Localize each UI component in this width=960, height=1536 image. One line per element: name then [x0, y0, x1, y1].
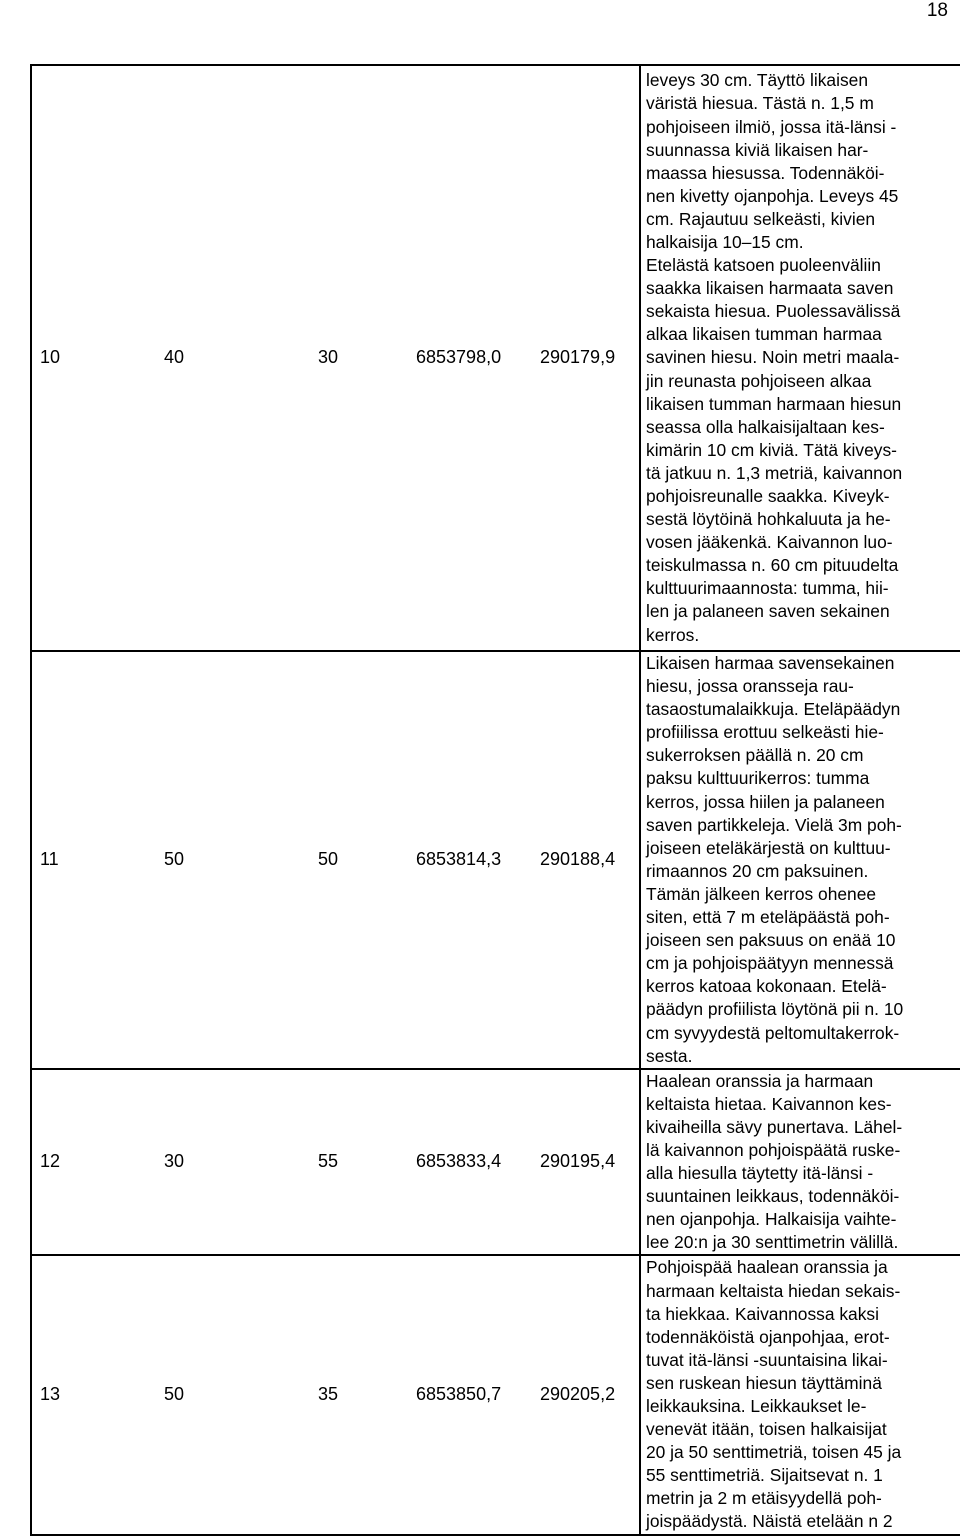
cell-coordinate-north: 6853833,4 [416, 1151, 502, 1172]
table-row [31, 651, 960, 1069]
row-description: leveys 30 cm. Täyttö likaisen väristä hiesua. Tästä n. 1,5 m pohjoiseen ilmiö, jossa itä-länsi - suunnassa kiviä likaisen har- maassa hiesussa. Todennäköi- nen kivetty ojanpohja. Leveys 45 cm. Rajautuu selkeästi, kivien halkaisija 10–15 cm. Etelästä katsoen puoleenväliin saakka likaisen harmaata saven sekaista hiesua. Puolessavälissä alkaa likaisen tumman harmaa savinen hiesu. Noin metri maala- jin reunasta pohjoiseen alkaa likaisen tumman harmaan hiesun seassa olla halkaisijaltaan kes- kimärin 10 cm kiviä. Tätä kiveys- tä jatkuu n. 1,3 metriä, kaivannon pohjoisreunalle saakka. Kiveyk- sestä löytöinä hohkaluuta ja he- vosen jääkenkä. Kaivannon luo- teiskulmassa n. 60 cm pituudelta kulttuurimaannosta: tumma, hii- len ja palaneen saven sekainen kerros. [640, 65, 960, 651]
cell-value: 30 [318, 347, 339, 367]
page-number: 18 [926, 0, 948, 21]
cell-coordinate-east: 290179,9 [540, 347, 616, 367]
row-description: Likaisen harmaa savensekainen hiesu, jossa oransseja rau- tasaostumalaikkuja. Eteläpäädyn profiilissa erottuu selkeästi hie- sukerroksen päällä n. 20 cm paksu kulttuurikerros: tumma kerros, jossa hiilen ja palaneen saven partikkeleja. Vielä 3m poh- joiseen eteläkärjestä on kulttuu- rimaannos 20 cm paksuinen. Tämän jälkeen kerros ohenee siten, että 7 m eteläpäästä poh- joiseen sen paksuus on enää 10 cm ja pohjoispäätyyn mennessä kerros katoaa kokonaan. Etelä- päädyn profiilista löytönä pii n. 10 cm syvyydestä peltomultakerrok- sesta. [640, 651, 960, 1069]
survey-table [30, 64, 960, 1536]
cell-value: 50 [164, 848, 185, 869]
row-values [31, 651, 640, 1069]
row-values [31, 1069, 640, 1256]
cell-coordinate-east: 290205,2 [540, 1384, 616, 1404]
cell-value: 40 [164, 347, 185, 367]
cell-value: 55 [318, 1151, 339, 1172]
cell-value: 35 [318, 1384, 339, 1404]
cell-coordinate-north: 6853850,7 [416, 1384, 502, 1404]
table-row [31, 65, 960, 651]
cell-value: 50 [164, 1384, 185, 1404]
row-values [31, 1255, 640, 1534]
row-values [31, 65, 640, 651]
cell-coordinate-east: 290195,4 [540, 1151, 616, 1172]
cell-coordinate-north: 6853814,3 [416, 848, 502, 869]
cell-coordinate-north: 6853798,0 [416, 347, 502, 367]
cell-value: 30 [164, 1151, 185, 1172]
cell-value: 50 [318, 848, 339, 869]
row-description: Pohjoispää haalean oranssia ja harmaan keltaista hiedan sekais- ta hiekkaa. Kaivannossa kaksi todennäköistä ojanpohjaa, erot- tuvat itä-länsi -suuntaisina likai- sen ruskean hiesun täyttäminä leikkauksina. Leikkaukset le- venevät itään, toisen halkaisijat 20 ja 50 senttimetriä, toisen 45 ja 55 senttimetriä. Sijaitsevat n. 1 metrin ja 2 m etäisyydellä poh- joispäädystä. Näistä etelään n 2 [640, 1255, 960, 1534]
cell-coordinate-east: 290188,4 [540, 848, 616, 869]
cell-number: 11 [40, 848, 59, 869]
table-row [31, 1069, 960, 1256]
cell-number: 12 [40, 1151, 61, 1172]
cell-number: 10 [40, 347, 61, 367]
cell-number: 13 [40, 1384, 61, 1404]
row-description: Haalean oranssia ja harmaan keltaista hietaa. Kaivannon kes- kivaiheilla sävy punertava. Lähel- lä kaivannon pohjoispäätä ruske- alla hiesulla täytetty itä-länsi - suuntainen leikkaus, todennäköi- nen ojanpohja. Halkaisija vaihte- lee 20:n ja 30 senttimetrin välillä. [640, 1069, 960, 1256]
table-row [31, 1255, 960, 1534]
